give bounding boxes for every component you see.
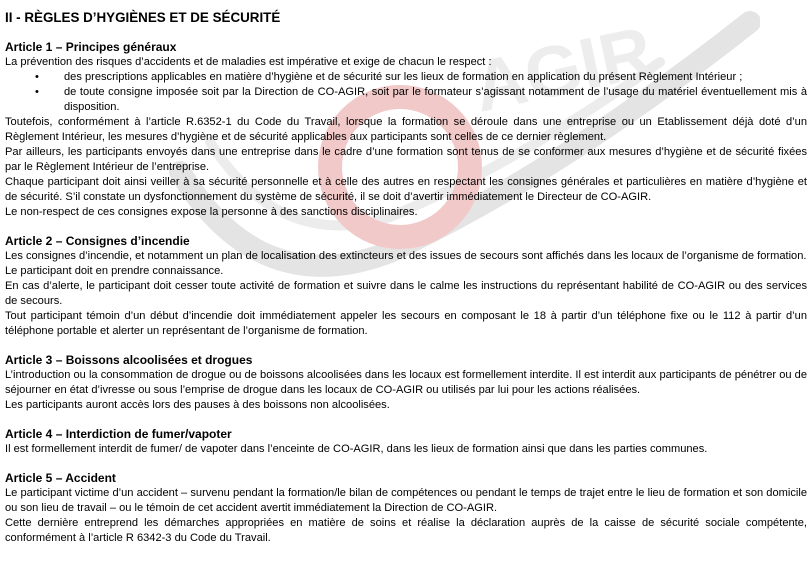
article-1-paragraph: Le non-respect de ces consignes expose la personne à des sanctions disciplinaires. <box>5 206 418 218</box>
document-content <box>5 10 807 560</box>
list-item-text: des prescriptions applicables en matière d’hygiène et de sécurité sur les lieux de formation en application du présent Règlement Intérieur ; <box>64 71 743 83</box>
bullet-icon: • <box>35 86 39 98</box>
article-1-paragraph: Toutefois, conformément à l’article R.6352-1 du Code du Travail, lorsque la formation se déroule dans une entreprise ou un Etablissement déjà doté d’un Règlement Intérieur, les mesures d’hygiène et de sécurité applicables aux participants sont celles de ce dernier règlement. <box>5 116 807 143</box>
article-5-paragraph: Le participant victime d’un accident – survenu pendant la formation/le bilan de compétences ou pendant le temps de trajet entre le lieu de formation et son domicile ou son lieu de travail – ou le témoin de cet accident avertit immédiatement la Direction de CO-AGIR. <box>5 487 807 514</box>
list-item <box>35 70 807 85</box>
article-5-paragraph: Cette dernière entreprend les démarches appropriées en matière de soins et réalise la déclaration auprès de la caisse de sécurité sociale compétente, conformément à l’article R 6342-3 du Code du Travail. <box>5 517 807 544</box>
article-4-title: Article 4 – Interdiction de fumer/vapoter <box>5 427 232 441</box>
section-title: II - RÈGLES D’HYGIÈNES ET DE SÉCURITÉ <box>5 10 281 25</box>
article-1-title: Article 1 – Principes généraux <box>5 40 177 54</box>
article-3 <box>5 353 807 413</box>
article-1-paragraph: Chaque participant doit ainsi veiller à sa sécurité personnelle et à celle des autres en respectant les consignes générales et particulières en matière d’hygiène et de sécurité. S’il constate un dysfonctionnement du système de sécurité, il se doit d’avertir immédiatement le Directeur de CO-AGIR. <box>5 176 807 203</box>
article-2-paragraph: En cas d’alerte, le participant doit cesser toute activité de formation et suivre dans le calme les instructions du représentant habilité de CO-AGIR ou des services de secours. <box>5 280 807 307</box>
article-2-paragraph: Les consignes d’incendie, et notamment un plan de localisation des extincteurs et des issues de secours sont affichés dans les locaux de l’organisme de formation. <box>5 250 807 262</box>
article-4-paragraph: Il est formellement interdit de fumer/ de vapoter dans l’enceinte de CO-AGIR, dans les lieux de formation ainsi que dans les parties communes. <box>5 443 708 455</box>
article-2 <box>5 234 807 339</box>
article-3-title: Article 3 – Boissons alcoolisées et drogues <box>5 353 253 367</box>
article-4 <box>5 427 807 457</box>
article-1 <box>5 40 807 220</box>
article-3-paragraph: Les participants auront accès lors des pauses à des boissons non alcoolisées. <box>5 399 390 411</box>
article-5-title: Article 5 – Accident <box>5 471 116 485</box>
article-2-title: Article 2 – Consignes d’incendie <box>5 234 190 248</box>
article-2-paragraph: Le participant doit en prendre connaissance. <box>5 265 224 277</box>
article-3-paragraph: L’introduction ou la consommation de drogue ou de boissons alcoolisées dans les locaux est formellement interdite. Il est interdit aux participants de pénétrer ou de séjourner en état d’ivresse ou sous l’emprise de drogue dans les locaux de CO-AGIR ou utilisés par lui pour les actions réalisées. <box>5 369 807 396</box>
bullet-icon: • <box>35 71 39 83</box>
list-item-text: de toute consigne imposée soit par la Direction de CO-AGIR, soit par le formateur s’agissant notamment de l’usage du matériel éventuellement mis à disposition. <box>64 86 807 113</box>
article-1-paragraph: Par ailleurs, les participants envoyés dans une entreprise dans le cadre d’une formation sont tenus de se conformer aux mesures d’hygiène et de sécurité fixées par le Règlement Intérieur de l’entreprise. <box>5 146 807 173</box>
article-2-paragraph: Tout participant témoin d’un début d’incendie doit immédiatement appeler les secours en composant le 18 à partir d’un téléphone fixe ou le 112 à partir d’un téléphone portable et alerter un représentant de l’organisme de formation. <box>5 310 807 337</box>
article-5 <box>5 471 807 546</box>
article-1-intro: La prévention des risques d’accidents et de maladies est impérative et exige de chacun le respect : <box>5 56 492 68</box>
article-1-bullet-list <box>5 70 807 115</box>
list-item <box>35 85 807 115</box>
svg-text:AGIR: AGIR <box>466 11 660 128</box>
